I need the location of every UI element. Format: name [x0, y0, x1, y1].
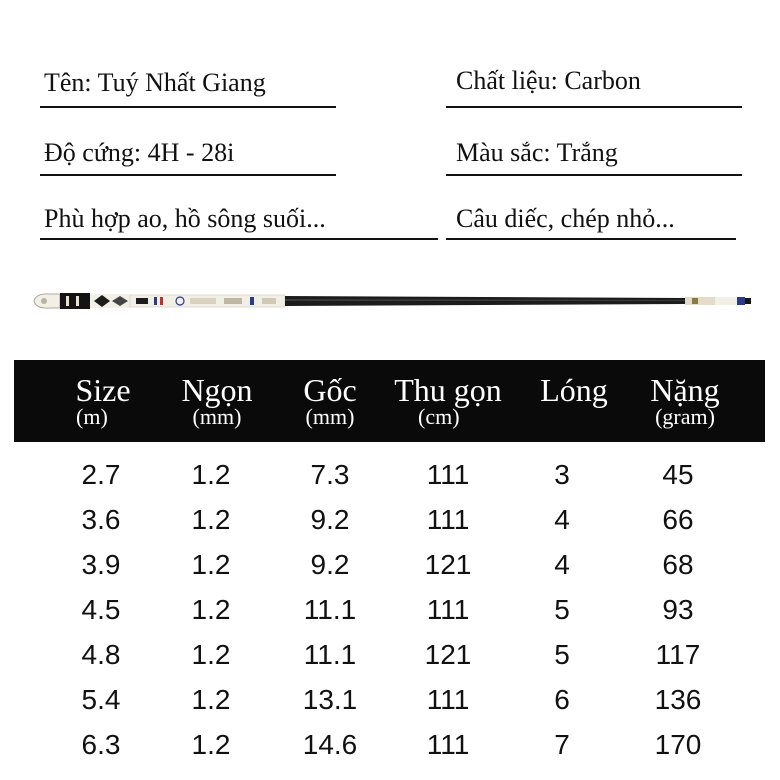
column-label: Ngọn	[181, 372, 253, 408]
column-label: Thu gọn	[394, 372, 502, 408]
table-cell: 14.6	[302, 729, 358, 760]
table-cell: 6.3	[81, 729, 121, 760]
spec-target-fish: Câu diếc, chép nhỏ...	[456, 204, 675, 233]
underline-color	[446, 174, 742, 176]
table-cell: 1.2	[191, 459, 231, 490]
table-cell: 1.2	[191, 684, 231, 715]
table-cell: 11.1	[303, 639, 357, 670]
column-header-thu-gon	[378, 360, 518, 442]
column-header-long	[524, 360, 624, 442]
table-cell: 9.2	[310, 549, 350, 580]
table-cell: 7.3	[310, 459, 350, 490]
table-cell: 136	[654, 684, 702, 715]
table-row	[14, 452, 765, 497]
table-cell: 5	[554, 594, 570, 625]
table-cell: 121	[424, 549, 472, 580]
table-cell: 4.8	[81, 639, 121, 670]
table-cell: 6	[554, 684, 570, 715]
underline-name	[40, 106, 336, 108]
table-cell: 45	[662, 459, 694, 490]
table-cell: 121	[424, 639, 472, 670]
table-cell: 66	[662, 504, 694, 535]
spec-color: Màu sắc: Trắng	[456, 138, 618, 167]
table-cell: 117	[655, 639, 701, 670]
spec-suitable: Phù hợp ao, hồ sông suối...	[44, 204, 326, 233]
column-unit: (m)	[76, 404, 108, 429]
table-row	[14, 542, 765, 587]
table-cell: 2.7	[81, 459, 121, 490]
table-cell: 5	[554, 639, 570, 670]
table-cell: 93	[662, 594, 694, 625]
table-row	[14, 677, 765, 722]
table-cell: 1.2	[191, 549, 231, 580]
spec-name: Tên: Tuý Nhất Giang	[44, 68, 266, 97]
table-row	[14, 587, 765, 632]
column-unit: (mm)	[305, 404, 355, 429]
table-cell: 1.2	[191, 639, 231, 670]
table-row	[14, 497, 765, 542]
column-header-goc	[290, 360, 370, 442]
column-label: Size	[75, 372, 131, 408]
column-header-ngon	[166, 360, 268, 442]
column-header-size	[54, 360, 152, 442]
underline-suitable	[40, 238, 438, 240]
table-cell: 1.2	[191, 594, 231, 625]
underline-material	[446, 106, 742, 108]
table-header	[14, 360, 765, 442]
spec-material: Chất liệu: Carbon	[456, 66, 641, 95]
table-cell: 111	[426, 594, 470, 625]
underline-target-fish	[446, 238, 736, 240]
table-cell: 3.6	[81, 504, 121, 535]
table-cell: 68	[662, 549, 694, 580]
table-cell: 4	[554, 504, 570, 535]
table-cell: 111	[426, 459, 470, 490]
column-label: Nặng	[650, 372, 720, 408]
column-unit: (gram)	[655, 404, 715, 429]
spec-stiffness: Độ cứng: 4H - 28i	[44, 138, 235, 167]
column-label: Lóng	[540, 372, 608, 408]
table-cell: 170	[654, 729, 702, 760]
table-cell: 111	[426, 729, 470, 760]
table-cell: 5.4	[81, 684, 121, 715]
table-cell: 4	[554, 549, 570, 580]
table-cell: 7	[554, 729, 570, 760]
table-cell: 3	[554, 459, 570, 490]
column-header-nang	[630, 360, 740, 442]
table-cell: 3.9	[81, 549, 121, 580]
column-unit: (cm)	[418, 404, 460, 429]
table-cell: 11.1	[303, 594, 357, 625]
table-row	[14, 632, 765, 677]
underline-stiffness	[40, 174, 336, 176]
column-unit: (mm)	[192, 404, 242, 429]
table-cell: 111	[426, 684, 470, 715]
table-cell: 1.2	[191, 729, 231, 760]
table-row	[14, 722, 765, 767]
table-cell: 111	[426, 504, 470, 535]
table-cell: 4.5	[81, 594, 121, 625]
column-label: Gốc	[303, 372, 357, 408]
fishing-rod-image	[30, 288, 755, 314]
table-cell: 9.2	[310, 504, 350, 535]
table-cell: 13.1	[302, 684, 358, 715]
table-cell: 1.2	[191, 504, 231, 535]
